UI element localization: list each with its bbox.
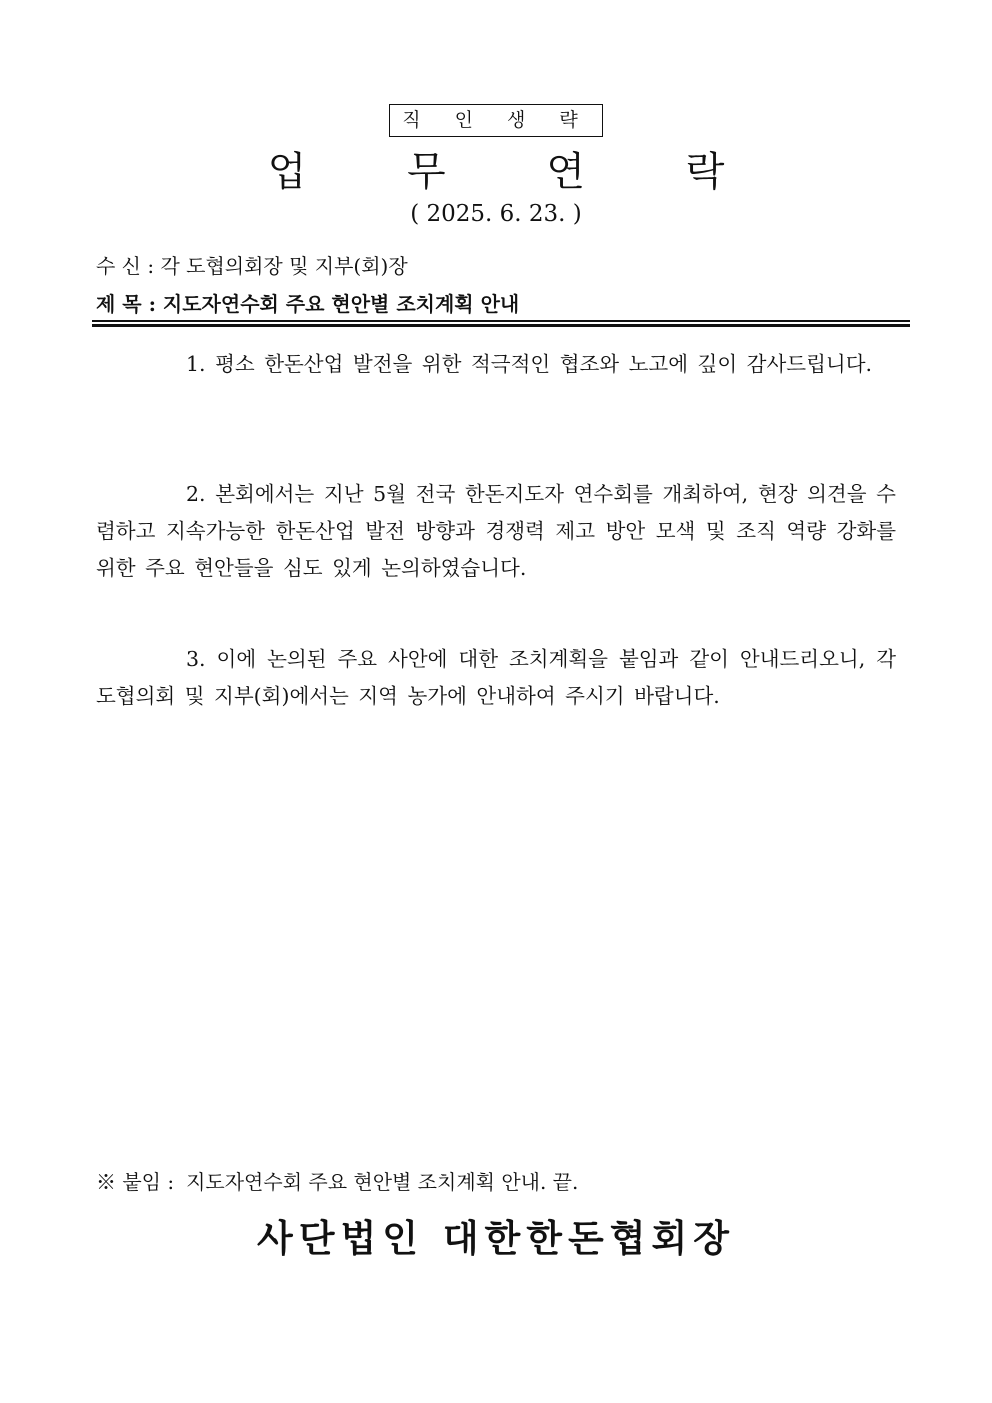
body-paragraph-3: 3. 이에 논의된 주요 사안에 대한 조치계획을 붙임과 같이 안내드리오니, 각 도협의회 및 지부(회)에서는 지역 농가에 안내하여 주시기 바랍니다.: [96, 647, 896, 708]
header-divider-thick: [92, 324, 910, 327]
body-paragraph-1: 1. 평소 한돈산업 발전을 위한 적극적인 협조와 노고에 깊이 감사드립니다.: [186, 352, 873, 376]
attachment-line: [96, 1168, 578, 1196]
header-divider-thin: [92, 320, 910, 322]
document-date: ( 2025. 6. 23. ): [410, 201, 582, 227]
seal-omitted-stamp: 직 인 생 략: [389, 104, 603, 137]
stamp-container: [0, 104, 992, 137]
body-paragraph-2: 2. 본회에서는 지난 5월 전국 한돈지도자 연수회를 개최하여, 현장 의견을 수렴하고 지속가능한 한돈산업 발전 방향과 경쟁력 제고 방안 모색 및 조직 역량 강화를 위한 주요 현안들을 심도 있게 논의하였습니다.: [96, 482, 896, 580]
attachment-label: ※ 붙임 :: [96, 1170, 175, 1194]
subject-line: 제 목 : 지도자연수회 주요 현안별 조치계획 안내: [96, 292, 520, 316]
document-title: 업 무 연 락: [267, 149, 769, 195]
sender-signature: 사단법인 대한한돈협회장: [256, 1217, 736, 1260]
recipient-line: 수 신 : 각 도협의회장 및 지부(회)장: [96, 254, 408, 278]
attachment-text: 지도자연수회 주요 현안별 조치계획 안내. 끝.: [186, 1170, 579, 1194]
